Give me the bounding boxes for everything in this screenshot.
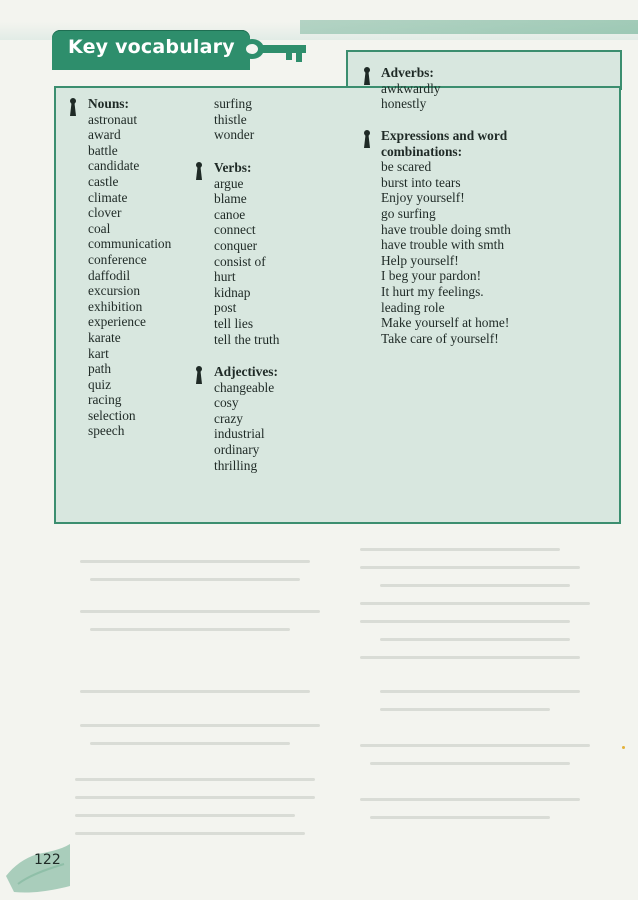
adjective-word: industrial [214,426,265,442]
expression-item: Make yourself at home! [381,315,510,331]
adjective-word: crazy [214,410,243,426]
bullet-icon [362,66,372,86]
verb-word: hurt [214,269,236,285]
noun-word: excursion [88,283,141,299]
expressions-heading-line2: combinations: [381,143,463,159]
noun-word: candidate [88,158,140,174]
verb-word: tell lies [214,315,254,331]
bullet-icon [362,129,372,149]
bullet-icon [194,161,204,181]
noun-word: thistle [214,111,247,127]
expression-item: It hurt my feelings. [381,283,484,299]
expression-item: burst into tears [381,174,461,190]
top-green-band [300,20,638,34]
nouns-heading: Nouns: [88,96,129,111]
noun-word: selection [88,407,136,423]
expression-item: have trouble with smth [381,237,505,253]
noun-word: coal [88,220,111,236]
noun-word: racing [88,392,122,408]
noun-word: exhibition [88,298,143,314]
adjective-word: thrilling [214,457,258,473]
noun-word: kart [88,345,109,361]
noun-word: castle [88,173,119,189]
verb-word: post [214,300,237,316]
adjective-word: changeable [214,379,275,395]
noun-word: battle [88,142,118,158]
noun-word: conference [88,251,147,267]
noun-word: speech [88,423,125,439]
adjective-word: cosy [214,395,239,411]
nouns-column [88,96,171,439]
verbs-column [214,160,279,347]
noun-word: daffodil [88,267,131,283]
noun-word: astronaut [88,111,138,127]
verb-word: tell the truth [214,331,280,347]
verb-word: kidnap [214,284,251,300]
verb-word: canoe [214,206,246,222]
adverbs-heading: Adverbs: [381,65,434,80]
noun-word: quiz [88,376,112,392]
expressions-column [381,128,511,346]
expressions-heading-line1: Expressions and word [381,128,508,143]
noun-word: communication [88,236,172,252]
verb-word: argue [214,175,244,191]
expression-item: Enjoy yourself! [381,190,465,206]
noun-word: climate [88,189,128,205]
expression-item: I beg your pardon! [381,268,482,284]
nouns-continued-column [214,96,254,143]
expression-item: go surfing [381,205,436,221]
noun-word: wonder [214,127,255,143]
noun-word: clover [88,205,122,221]
expression-item: Help yourself! [381,252,459,268]
bullet-icon [194,365,204,385]
noun-word: experience [88,314,146,330]
noun-word: surfing [214,96,252,111]
verb-word: consist of [214,253,266,269]
print-speck [622,746,625,749]
section-title: Key vocabulary [68,36,235,58]
expression-item: have trouble doing smth [381,221,511,237]
adverb-word: honestly [381,96,427,112]
noun-word: path [88,361,112,377]
key-icon [236,30,316,70]
adverb-word: awkwardly [381,80,441,96]
expression-item: be scared [381,159,432,175]
verbs-heading: Verbs: [214,160,252,175]
adjectives-column [214,364,278,473]
bullet-icon [68,97,78,117]
verb-word: conquer [214,237,258,253]
expression-item: Take care of yourself! [381,330,499,346]
adjectives-heading: Adjectives: [214,364,278,379]
page-number: 122 [34,852,61,868]
noun-word: karate [88,329,121,345]
verb-word: blame [214,191,247,207]
adverbs-column [381,65,441,112]
adjective-word: ordinary [214,441,260,457]
verb-word: connect [214,222,256,238]
noun-word: award [88,127,121,143]
expression-item: leading role [381,299,445,315]
